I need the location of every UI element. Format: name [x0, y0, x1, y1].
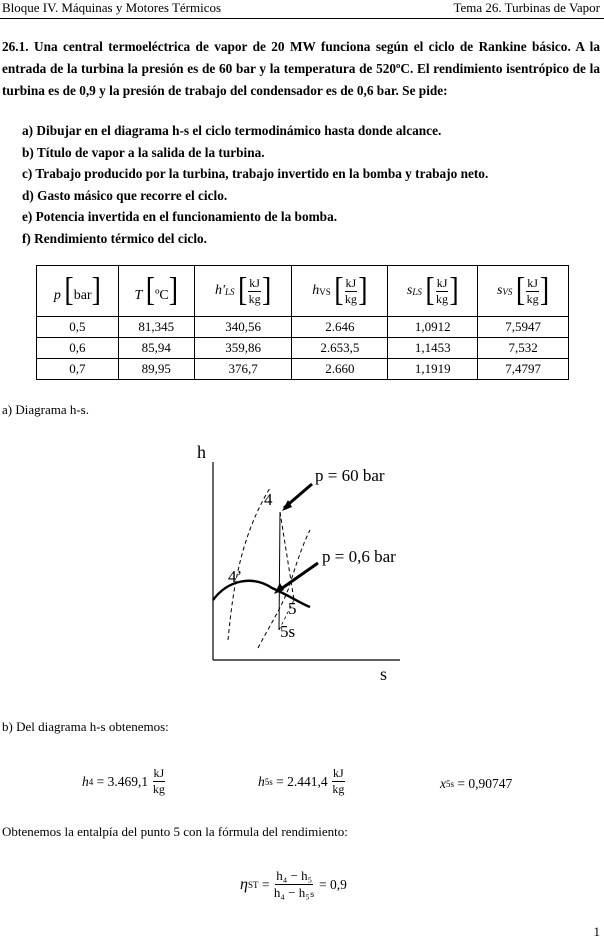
- label-5: 5: [288, 599, 297, 618]
- arrow-p06: [278, 563, 318, 591]
- table-cell: 2.653,5: [292, 338, 388, 359]
- isentropic-line: [279, 512, 280, 630]
- table-cell: 359,86: [194, 338, 292, 359]
- efficiency-intro: Obtenemos la entalpía del punto 5 con la fórmula del rendimiento:: [2, 824, 348, 839]
- efficiency-formula: η ST = $\frac{\text{h₄ − h₅}}{\text{h₄ − h₅ₛ}}$ = 0,9: [240, 868, 347, 900]
- item-c: c) Trabajo producido por la turbina, trabajo invertido en la bomba y trabajo neto.: [22, 166, 489, 181]
- item-b: b) Título de vapor a la salida de la turbina.: [22, 144, 265, 160]
- table-cell: 340,56: [194, 317, 292, 338]
- table-cell: 1,1453: [388, 338, 478, 359]
- table-cell: 7,5947: [478, 317, 569, 338]
- isobar-60: [228, 488, 270, 640]
- col-sls: s LS [ $\frac{kJ}{kg}$ ]: [388, 266, 478, 317]
- table-cell: 85,94: [118, 338, 194, 359]
- label-p06: p = 0,6 bar: [322, 547, 396, 566]
- h-axis-label: h: [197, 442, 206, 462]
- item-f: f) Rendimiento térmico del ciclo.: [22, 230, 207, 246]
- col-hls: h' LS [ $\frac{kJ}{kg}$ ]: [194, 266, 292, 317]
- table-cell: 0,5: [37, 317, 119, 338]
- label-5s: 5s: [280, 622, 296, 641]
- header-left: Bloque IV. Máquinas y Motores Térmicos: [2, 0, 222, 15]
- col-T: T [ºC]: [118, 266, 194, 317]
- table-cell: 0,7: [37, 359, 119, 380]
- label-4: 4: [264, 490, 273, 509]
- eq-h5s: h 5s = 2.441,4 $\frac{kJ}{kg}$: [258, 766, 345, 796]
- table-cell: 2.646: [292, 317, 388, 338]
- s-axis-label: s: [380, 664, 388, 684]
- col-hvs: h VS [ $\frac{kJ}{kg}$ ]: [292, 266, 388, 317]
- label-4p: 4’: [228, 567, 243, 586]
- label-p60: p = 60 bar: [315, 466, 385, 485]
- item-e: e) Potencia invertida en el funcionamiento de la bomba.: [22, 209, 338, 224]
- table-cell: 1,0912: [388, 317, 478, 338]
- item-d: d) Gasto másico que recorre el ciclo.: [22, 187, 228, 203]
- item-a: a) Dibujar en el diagrama h-s el ciclo termodinámico hasta donde alcance.: [22, 123, 442, 138]
- table-cell: 1,1919: [388, 359, 478, 380]
- problem-statement: 26.1. Una central termoeléctrica de vapor de 20 MW funciona según el ciclo de Rankine básico. A la entrada de la turbina la presión es de 60 bar y la temperatura de 520ºC. El rendimiento isentrópico de la turbina es de 0,9 y la presión de trabajo del condensador es de 0,6 bar. Se pide:: [2, 39, 600, 98]
- table-cell: 7,4797: [478, 359, 569, 380]
- col-p: p [bar]: [37, 266, 119, 317]
- header-right: Tema 26. Turbinas de Vapor: [453, 0, 600, 15]
- page-number: 1: [593, 924, 600, 939]
- eq-h4: h 4 = 3.469,1 $\frac{kJ}{kg}$: [82, 766, 165, 796]
- table-cell: 89,95: [118, 359, 194, 380]
- eq-x5s: x 5s = 0,90747: [440, 775, 513, 791]
- section-a-label: a) Diagrama h-s.: [2, 402, 89, 417]
- table-cell: 2.660: [292, 359, 388, 380]
- table-cell: 7,532: [478, 338, 569, 359]
- col-svs: s VS [ $\frac{kJ}{kg}$ ]: [478, 266, 569, 317]
- table-cell: 0,6: [37, 338, 119, 359]
- table-cell: 376,7: [194, 359, 292, 380]
- table-cell: 81,345: [118, 317, 194, 338]
- section-b-label: b) Del diagrama h-s obtenemos:: [2, 719, 169, 734]
